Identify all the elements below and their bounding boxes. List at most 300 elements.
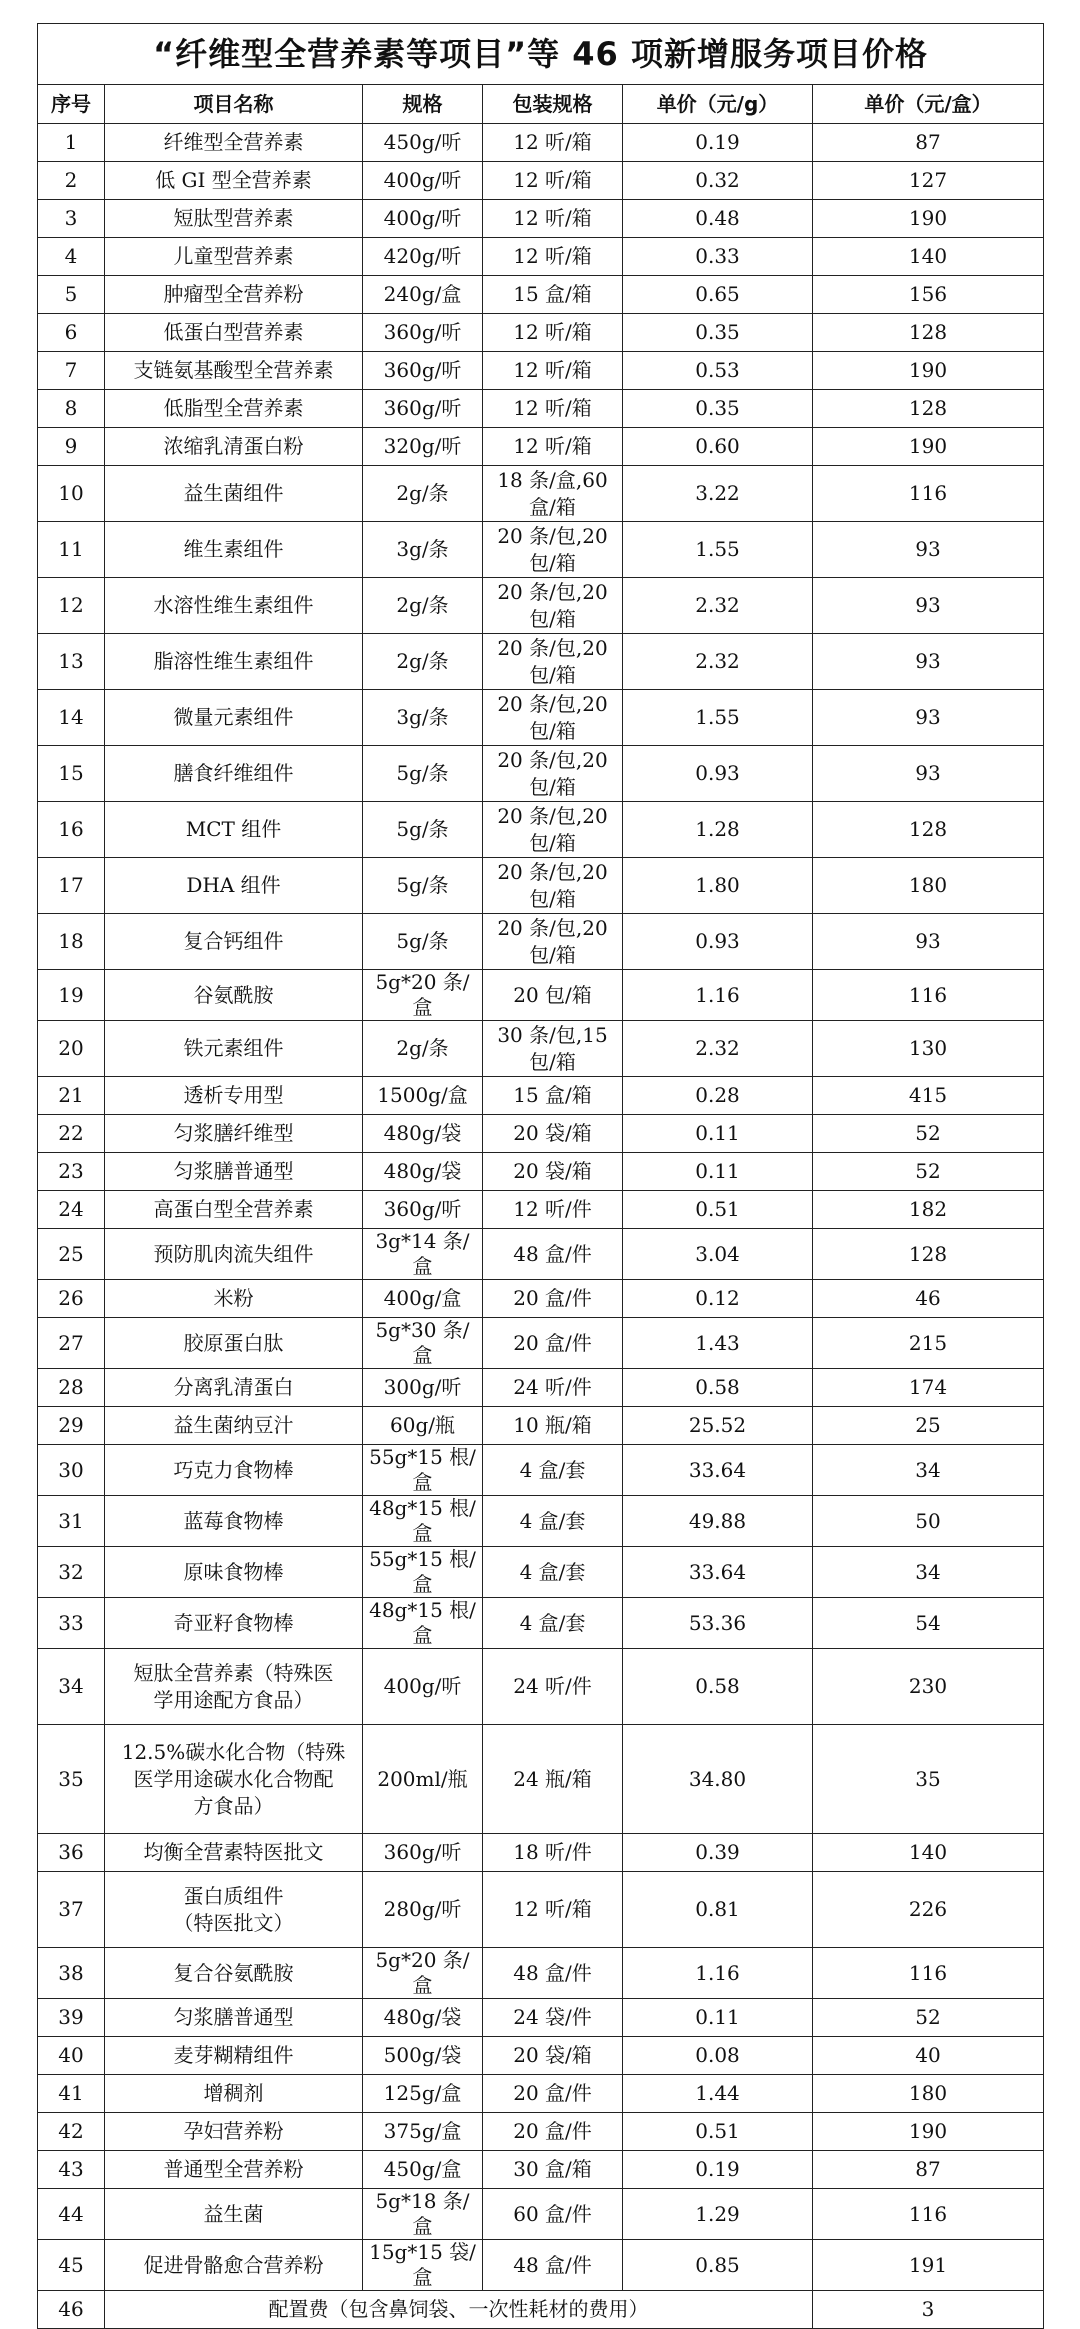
cell-spec: 2g/条 [363,578,483,634]
cell-price-per-g: 1.29 [623,2189,813,2240]
cell-name: 配置费（包含鼻饲袋、一次性耗材的费用） [105,2291,813,2329]
cell-spec: 15g*15 袋/盒 [363,2240,483,2291]
cell-price-per-g: 33.64 [623,1547,813,1598]
cell-no: 33 [38,1598,105,1649]
cell-pack: 4 盒/套 [483,1598,623,1649]
cell-name: 儿童型营养素 [105,238,363,276]
cell-price-per-box: 93 [813,746,1044,802]
cell-price-per-g: 0.12 [623,1280,813,1318]
cell-no: 45 [38,2240,105,2291]
cell-price-per-g: 0.11 [623,1999,813,2037]
price-document [37,23,1043,2329]
cell-price-per-g: 1.55 [623,522,813,578]
cell-pack: 20 条/包,20 包/箱 [483,634,623,690]
cell-no: 40 [38,2037,105,2075]
cell-pack: 12 听/箱 [483,1872,623,1948]
cell-name: 复合钙组件 [105,914,363,970]
cell-pack: 15 盒/箱 [483,1077,623,1115]
cell-price-per-box: 180 [813,2075,1044,2113]
cell-spec: 450g/听 [363,124,483,162]
cell-no: 32 [38,1547,105,1598]
table-row [38,1229,1044,1280]
cell-price-per-box: 93 [813,634,1044,690]
cell-price-per-box: 174 [813,1369,1044,1407]
cell-price-per-g: 0.39 [623,1834,813,1872]
cell-price-per-box: 34 [813,1445,1044,1496]
cell-spec: 360g/听 [363,1834,483,1872]
col-header-price-per-g: 单价（元/g） [623,85,813,124]
cell-price-per-box: 50 [813,1496,1044,1547]
cell-name: 孕妇营养粉 [105,2113,363,2151]
cell-price-per-box: 226 [813,1872,1044,1948]
cell-spec: 55g*15 根/盒 [363,1547,483,1598]
cell-price-per-box: 52 [813,1153,1044,1191]
cell-spec: 360g/听 [363,352,483,390]
cell-price-per-box: 116 [813,466,1044,522]
cell-no: 3 [38,200,105,238]
table-row [38,2151,1044,2189]
cell-name: 高蛋白型全营养素 [105,1191,363,1229]
cell-no: 12 [38,578,105,634]
cell-no: 28 [38,1369,105,1407]
cell-name: 米粉 [105,1280,363,1318]
table-row [38,1369,1044,1407]
cell-name: 支链氨基酸型全营养素 [105,352,363,390]
table-body [38,124,1044,2291]
cell-name: 水溶性维生素组件 [105,578,363,634]
cell-no: 10 [38,466,105,522]
cell-price-per-g: 0.85 [623,2240,813,2291]
cell-price-per-box: 215 [813,1318,1044,1369]
cell-name: 复合谷氨酰胺 [105,1948,363,1999]
cell-name: 匀浆膳普通型 [105,1999,363,2037]
cell-spec: 420g/听 [363,238,483,276]
cell-name: 膳食纤维组件 [105,746,363,802]
table-row [38,352,1044,390]
cell-no: 25 [38,1229,105,1280]
cell-name: 原味食物棒 [105,1547,363,1598]
cell-spec: 300g/听 [363,1369,483,1407]
cell-price-per-g: 3.22 [623,466,813,522]
cell-pack: 12 听/件 [483,1191,623,1229]
cell-no: 13 [38,634,105,690]
cell-pack: 60 盒/件 [483,2189,623,2240]
cell-no: 15 [38,746,105,802]
cell-no: 16 [38,802,105,858]
cell-name: 益生菌纳豆汁 [105,1407,363,1445]
cell-price-per-box: 130 [813,1021,1044,1077]
table-row [38,1649,1044,1725]
cell-price-per-g: 49.88 [623,1496,813,1547]
cell-spec: 480g/袋 [363,1999,483,2037]
cell-price-per-box: 230 [813,1649,1044,1725]
table-row [38,314,1044,352]
cell-price-per-box: 35 [813,1725,1044,1834]
cell-spec: 55g*15 根/盒 [363,1445,483,1496]
cell-price-per-g: 2.32 [623,1021,813,1077]
cell-name: 肿瘤型全营养粉 [105,276,363,314]
cell-name: 浓缩乳清蛋白粉 [105,428,363,466]
cell-name: 普通型全营养粉 [105,2151,363,2189]
cell-pack: 24 袋/件 [483,1999,623,2037]
cell-name: 蛋白质组件 （特医批文） [105,1872,363,1948]
table-row [38,1834,1044,1872]
table-row [38,390,1044,428]
table-row [38,2113,1044,2151]
cell-name: 蓝莓食物棒 [105,1496,363,1547]
cell-no: 29 [38,1407,105,1445]
cell-no: 18 [38,914,105,970]
cell-price-per-g: 0.32 [623,162,813,200]
cell-pack: 4 盒/套 [483,1445,623,1496]
table-row [38,124,1044,162]
cell-price-per-g: 0.58 [623,1649,813,1725]
table-row [38,276,1044,314]
col-header-pack: 包装规格 [483,85,623,124]
cell-pack: 12 听/箱 [483,314,623,352]
table-row [38,238,1044,276]
cell-pack: 4 盒/套 [483,1547,623,1598]
cell-name: 微量元素组件 [105,690,363,746]
cell-price-per-g: 0.19 [623,124,813,162]
cell-spec: 48g*15 根/盒 [363,1496,483,1547]
cell-pack: 48 盒/件 [483,2240,623,2291]
cell-name: 均衡全营素特医批文 [105,1834,363,1872]
cell-price-per-g: 3.04 [623,1229,813,1280]
cell-name: 胶原蛋白肽 [105,1318,363,1369]
cell-price-per-box: 127 [813,162,1044,200]
cell-price-per-g: 2.32 [623,634,813,690]
cell-pack: 48 盒/件 [483,1948,623,1999]
cell-name: 低 GI 型全营养素 [105,162,363,200]
cell-spec: 5g*18 条/盒 [363,2189,483,2240]
cell-spec: 400g/听 [363,200,483,238]
table-row [38,802,1044,858]
cell-spec: 360g/听 [363,390,483,428]
cell-pack: 24 听/件 [483,1369,623,1407]
cell-price-per-box: 25 [813,1407,1044,1445]
table-row [38,522,1044,578]
cell-spec: 5g*30 条/盒 [363,1318,483,1369]
cell-pack: 20 条/包,20 包/箱 [483,522,623,578]
cell-price-per-g: 0.11 [623,1115,813,1153]
cell-price-per-g: 1.43 [623,1318,813,1369]
cell-spec: 5g/条 [363,858,483,914]
cell-spec: 5g*20 条/盒 [363,970,483,1021]
cell-price-per-box: 87 [813,124,1044,162]
table-row [38,162,1044,200]
cell-no: 24 [38,1191,105,1229]
cell-name: 维生素组件 [105,522,363,578]
cell-no: 39 [38,1999,105,2037]
cell-price-per-g: 0.65 [623,276,813,314]
header-row [38,85,1044,124]
cell-no: 14 [38,690,105,746]
cell-no: 38 [38,1948,105,1999]
price-table [37,23,1044,2329]
cell-pack: 4 盒/套 [483,1496,623,1547]
cell-price-per-box: 93 [813,690,1044,746]
cell-price-per-g: 0.08 [623,2037,813,2075]
cell-pack: 12 听/箱 [483,390,623,428]
table-row [38,578,1044,634]
cell-spec: 5g*20 条/盒 [363,1948,483,1999]
table-row [38,914,1044,970]
cell-spec: 1500g/盒 [363,1077,483,1115]
cell-price-per-box: 180 [813,858,1044,914]
cell-no: 44 [38,2189,105,2240]
cell-price-per-g: 34.80 [623,1725,813,1834]
table-row [38,1598,1044,1649]
cell-price-per-box: 93 [813,578,1044,634]
cell-price-per-box: 128 [813,390,1044,428]
cell-spec: 320g/听 [363,428,483,466]
cell-price-per-box: 40 [813,2037,1044,2075]
table-row [38,746,1044,802]
cell-price-per-box: 52 [813,1115,1044,1153]
table-row [38,1115,1044,1153]
cell-name: 益生菌 [105,2189,363,2240]
cell-name: 短肽全营养素（特殊医 学用途配方食品） [105,1649,363,1725]
cell-no: 5 [38,276,105,314]
table-row [38,466,1044,522]
cell-price-per-box: 116 [813,970,1044,1021]
cell-price-per-g: 0.28 [623,1077,813,1115]
cell-spec: 48g*15 根/盒 [363,1598,483,1649]
cell-no: 8 [38,390,105,428]
cell-pack: 24 听/件 [483,1649,623,1725]
cell-pack: 12 听/箱 [483,200,623,238]
cell-price-per-g: 0.35 [623,390,813,428]
table-row [38,428,1044,466]
table-row [38,1496,1044,1547]
cell-name: 分离乳清蛋白 [105,1369,363,1407]
cell-spec: 360g/听 [363,314,483,352]
cell-name: 增稠剂 [105,2075,363,2113]
cell-pack: 12 听/箱 [483,428,623,466]
cell-no: 46 [38,2291,105,2329]
cell-no: 34 [38,1649,105,1725]
cell-no: 26 [38,1280,105,1318]
cell-spec: 5g/条 [363,802,483,858]
cell-name: 12.5%碳水化合物（特殊 医学用途碳水化合物配 方食品） [105,1725,363,1834]
cell-spec: 240g/盒 [363,276,483,314]
cell-no: 11 [38,522,105,578]
cell-no: 31 [38,1496,105,1547]
cell-pack: 20 包/箱 [483,970,623,1021]
cell-price-per-box: 128 [813,314,1044,352]
cell-pack: 15 盒/箱 [483,276,623,314]
table-row [38,1021,1044,1077]
table-row [38,1948,1044,1999]
cell-price-per-g: 33.64 [623,1445,813,1496]
cell-price-per-g: 2.32 [623,578,813,634]
cell-price-per-g: 0.93 [623,746,813,802]
cell-price-per-box: 190 [813,428,1044,466]
cell-price-per-box: 128 [813,1229,1044,1280]
cell-spec: 5g/条 [363,914,483,970]
cell-price-per-g: 0.19 [623,2151,813,2189]
cell-pack: 20 袋/箱 [483,1115,623,1153]
table-row-last [38,2291,1044,2329]
cell-name: 铁元素组件 [105,1021,363,1077]
table-row [38,634,1044,690]
table-row [38,1547,1044,1598]
cell-spec: 3g/条 [363,522,483,578]
cell-price-per-g: 1.28 [623,802,813,858]
cell-name: 低蛋白型营养素 [105,314,363,352]
cell-no: 2 [38,162,105,200]
cell-price-per-box: 46 [813,1280,1044,1318]
table-row [38,1407,1044,1445]
cell-price-per-g: 0.51 [623,2113,813,2151]
cell-price-per-box: 116 [813,1948,1044,1999]
cell-no: 7 [38,352,105,390]
table-row [38,1872,1044,1948]
cell-name: 巧克力食物棒 [105,1445,363,1496]
cell-spec: 500g/袋 [363,2037,483,2075]
cell-pack: 24 瓶/箱 [483,1725,623,1834]
cell-price-per-g: 0.81 [623,1872,813,1948]
cell-price-per-box: 415 [813,1077,1044,1115]
table-row [38,200,1044,238]
cell-name: 低脂型全营养素 [105,390,363,428]
cell-price-per-g: 53.36 [623,1598,813,1649]
table-row [38,1999,1044,2037]
cell-price-per-g: 0.53 [623,352,813,390]
table-row [38,1318,1044,1369]
cell-name: 短肽型营养素 [105,200,363,238]
cell-price-per-box: 34 [813,1547,1044,1598]
cell-pack: 20 盒/件 [483,1280,623,1318]
cell-price-per-box: 54 [813,1598,1044,1649]
cell-pack: 12 听/箱 [483,238,623,276]
cell-no: 4 [38,238,105,276]
cell-name: MCT 组件 [105,802,363,858]
cell-price-per-box: 182 [813,1191,1044,1229]
cell-spec: 200ml/瓶 [363,1725,483,1834]
cell-no: 21 [38,1077,105,1115]
col-header-spec: 规格 [363,85,483,124]
cell-price-per-box: 93 [813,914,1044,970]
cell-pack: 20 盒/件 [483,2113,623,2151]
cell-price-per-box: 52 [813,1999,1044,2037]
cell-spec: 400g/听 [363,1649,483,1725]
cell-pack: 20 盒/件 [483,2075,623,2113]
cell-price-per-box: 116 [813,2189,1044,2240]
cell-pack: 12 听/箱 [483,352,623,390]
cell-name: 纤维型全营养素 [105,124,363,162]
cell-price-per-g: 0.60 [623,428,813,466]
cell-price-per-box: 191 [813,2240,1044,2291]
cell-price-per-g: 0.11 [623,1153,813,1191]
table-row [38,2075,1044,2113]
cell-price-per-g: 0.51 [623,1191,813,1229]
cell-price-per-g: 1.44 [623,2075,813,2113]
cell-no: 43 [38,2151,105,2189]
cell-pack: 18 听/件 [483,1834,623,1872]
cell-price-per-g: 25.52 [623,1407,813,1445]
table-row [38,1725,1044,1834]
cell-no: 35 [38,1725,105,1834]
cell-no: 37 [38,1872,105,1948]
cell-price-per-g: 0.58 [623,1369,813,1407]
table-row [38,970,1044,1021]
cell-no: 27 [38,1318,105,1369]
cell-spec: 2g/条 [363,634,483,690]
cell-name: 促进骨骼愈合营养粉 [105,2240,363,2291]
cell-name: 匀浆膳普通型 [105,1153,363,1191]
cell-spec: 360g/听 [363,1191,483,1229]
table-row [38,1153,1044,1191]
cell-no: 36 [38,1834,105,1872]
col-header-name: 项目名称 [105,85,363,124]
cell-spec: 5g/条 [363,746,483,802]
cell-price-per-g: 1.16 [623,1948,813,1999]
cell-no: 22 [38,1115,105,1153]
cell-price-per-g: 0.93 [623,914,813,970]
cell-pack: 18 条/盒,60 盒/箱 [483,466,623,522]
cell-name: 益生菌组件 [105,466,363,522]
cell-pack: 10 瓶/箱 [483,1407,623,1445]
cell-name: 脂溶性维生素组件 [105,634,363,690]
cell-price-per-g: 1.80 [623,858,813,914]
cell-price-per-box: 128 [813,802,1044,858]
cell-name: 奇亚籽食物棒 [105,1598,363,1649]
cell-price-per-box: 93 [813,522,1044,578]
cell-no: 20 [38,1021,105,1077]
cell-spec: 125g/盒 [363,2075,483,2113]
cell-spec: 480g/袋 [363,1153,483,1191]
cell-pack: 30 盒/箱 [483,2151,623,2189]
cell-price-per-box: 190 [813,352,1044,390]
cell-pack: 20 条/包,20 包/箱 [483,578,623,634]
cell-pack: 20 袋/箱 [483,2037,623,2075]
cell-spec: 400g/听 [363,162,483,200]
cell-pack: 48 盒/件 [483,1229,623,1280]
cell-price-per-box: 140 [813,238,1044,276]
col-header-no: 序号 [38,85,105,124]
cell-pack: 20 盒/件 [483,1318,623,1369]
cell-price-per-box: 190 [813,2113,1044,2151]
table-row [38,1191,1044,1229]
table-row [38,2189,1044,2240]
cell-pack: 20 条/包,20 包/箱 [483,746,623,802]
cell-spec: 400g/盒 [363,1280,483,1318]
cell-name: 匀浆膳纤维型 [105,1115,363,1153]
cell-pack: 30 条/包,15 包/箱 [483,1021,623,1077]
cell-pack: 12 听/箱 [483,162,623,200]
cell-spec: 3g/条 [363,690,483,746]
cell-price-per-box: 156 [813,276,1044,314]
cell-price-per-g: 1.55 [623,690,813,746]
cell-spec: 3g*14 条/盒 [363,1229,483,1280]
cell-spec: 280g/听 [363,1872,483,1948]
cell-price-per-box: 3 [813,2291,1044,2329]
cell-spec: 60g/瓶 [363,1407,483,1445]
cell-name: 预防肌肉流失组件 [105,1229,363,1280]
cell-pack: 20 条/包,20 包/箱 [483,914,623,970]
table-row [38,690,1044,746]
cell-no: 41 [38,2075,105,2113]
cell-price-per-box: 190 [813,200,1044,238]
cell-no: 19 [38,970,105,1021]
table-title: “纤维型全营养素等项目”等 46 项新增服务项目价格 [38,24,1044,85]
cell-pack: 20 条/包,20 包/箱 [483,858,623,914]
cell-no: 1 [38,124,105,162]
cell-no: 30 [38,1445,105,1496]
cell-pack: 12 听/箱 [483,124,623,162]
